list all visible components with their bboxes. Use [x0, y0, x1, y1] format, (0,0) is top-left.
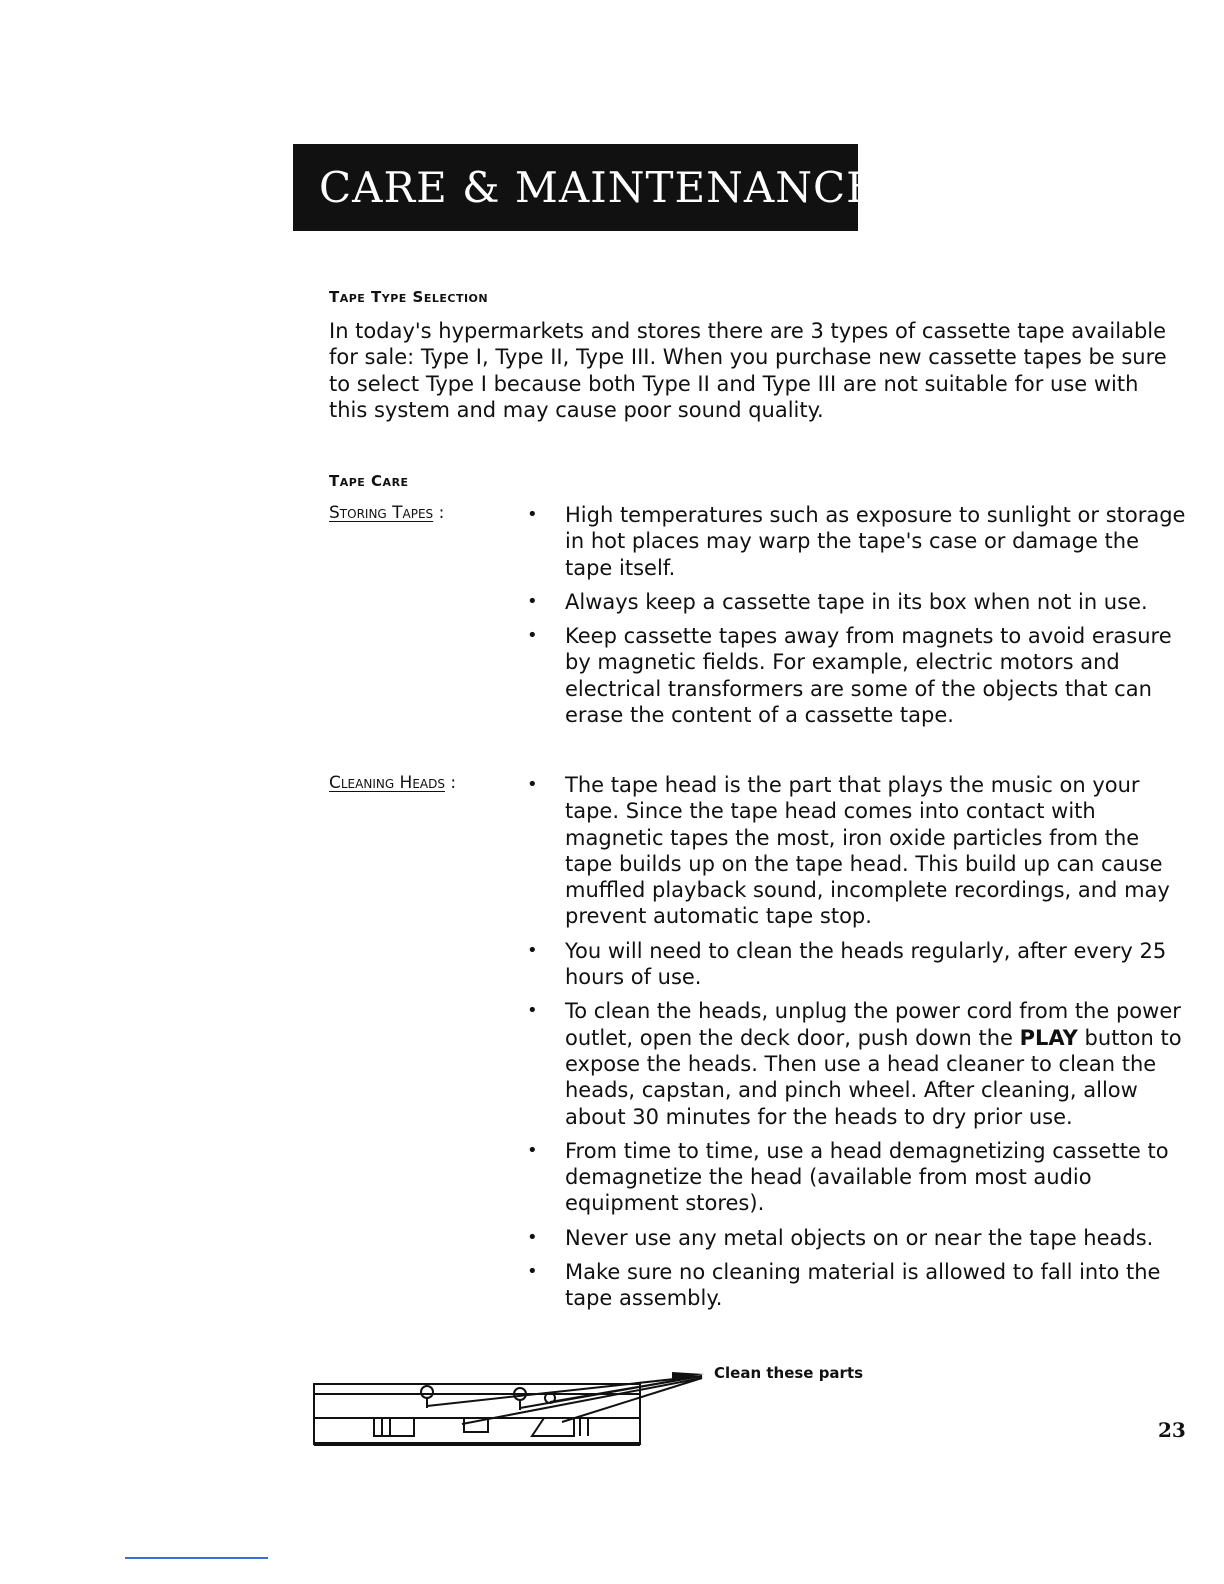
- storing-tapes-colon: :: [438, 503, 445, 523]
- bullet-icon: •: [527, 1261, 538, 1283]
- list-item-text: Always keep a cassette tape in its box when not in use.: [565, 589, 1148, 614]
- cleaning-heads-label: [329, 773, 456, 793]
- list-item: [527, 1138, 1187, 1217]
- list-item: [527, 589, 1187, 615]
- bullet-icon: •: [527, 774, 538, 795]
- list-item: [527, 1259, 1187, 1312]
- play-button-reference: PLAY: [1019, 1025, 1078, 1050]
- bullet-icon: •: [527, 504, 538, 525]
- tape-type-paragraph: In today's hypermarkets and stores there are 3 types of cassette tape available for sale: Type I, Type II, Type III. When you purchase new cassette tapes be sure to select Type I because both Type II and Type III are not suitable for use with this system and may cause poor sound quality.: [329, 319, 1167, 422]
- list-item-text: Keep cassette tapes away from magnets to avoid erasure by magnetic fields. For example, electric motors and electrical transformers are some of the objects that can erase the content of a cassette tape.: [565, 624, 1172, 728]
- bullet-icon: •: [527, 590, 538, 612]
- list-item: [527, 1225, 1187, 1251]
- cleaning-heads-list: [527, 772, 1187, 1320]
- cleaning-heads-label-text: Cleaning Heads: [329, 773, 445, 793]
- heading-tape-type-selection: Tape Type Selection: [329, 288, 489, 306]
- list-item-text: Make sure no cleaning material is allowed to fall into the tape assembly.: [565, 1260, 1161, 1311]
- list-item: [527, 998, 1187, 1129]
- bullet-icon: •: [527, 939, 538, 961]
- bottom-divider: [125, 1557, 268, 1559]
- list-item-text: From time to time, use a head demagnetizing cassette to demagnetize the head (available from most audio equipment stores).: [565, 1138, 1169, 1216]
- storing-tapes-list: [527, 502, 1187, 736]
- list-item: [527, 938, 1187, 991]
- storing-tapes-label-text: Storing Tapes: [329, 503, 434, 523]
- list-item-text: Never use any metal objects on or near the tape heads.: [565, 1225, 1154, 1250]
- bullet-icon: •: [527, 625, 538, 647]
- list-item-text-b: button to expose the heads. Then use a head cleaner to clean the heads, capstan, and pinch wheel. After cleaning, allow about 30 minutes for the heads to dry prior use.: [565, 1025, 1182, 1129]
- section-banner: [293, 144, 878, 231]
- list-item-text-a: To clean the heads, unplug the power cord from the power outlet, open the deck door, push down the: [565, 999, 1181, 1050]
- section-title: CARE & MAINTENANCE: [319, 163, 878, 212]
- bullet-icon: •: [527, 1226, 538, 1248]
- cleaning-heads-colon: :: [450, 773, 457, 793]
- list-item: [527, 772, 1187, 930]
- page-number: 23: [1158, 1418, 1186, 1442]
- heading-tape-care: Tape Care: [329, 472, 409, 490]
- list-item-text: High temperatures such as exposure to sunlight or storage in hot places may warp the tape's case or damage the tape itself.: [565, 503, 1186, 580]
- bullet-icon: •: [527, 1000, 538, 1022]
- figure-caption: Clean these parts: [714, 1364, 864, 1382]
- list-item-text: You will need to clean the heads regularly, after every 25 hours of use.: [565, 938, 1167, 990]
- list-item: [527, 623, 1187, 728]
- list-item: [527, 502, 1187, 581]
- storing-tapes-label: [329, 503, 444, 523]
- list-item-text: The tape head is the part that plays the music on your tape. Since the tape head comes into contact with magnetic tapes the most, iron oxide particles from the tape builds up on the tape head. This build up can cause muffled playback sound, incomplete recordings, and may prevent automatic tape stop.: [565, 773, 1170, 929]
- bullet-icon: •: [527, 1139, 538, 1161]
